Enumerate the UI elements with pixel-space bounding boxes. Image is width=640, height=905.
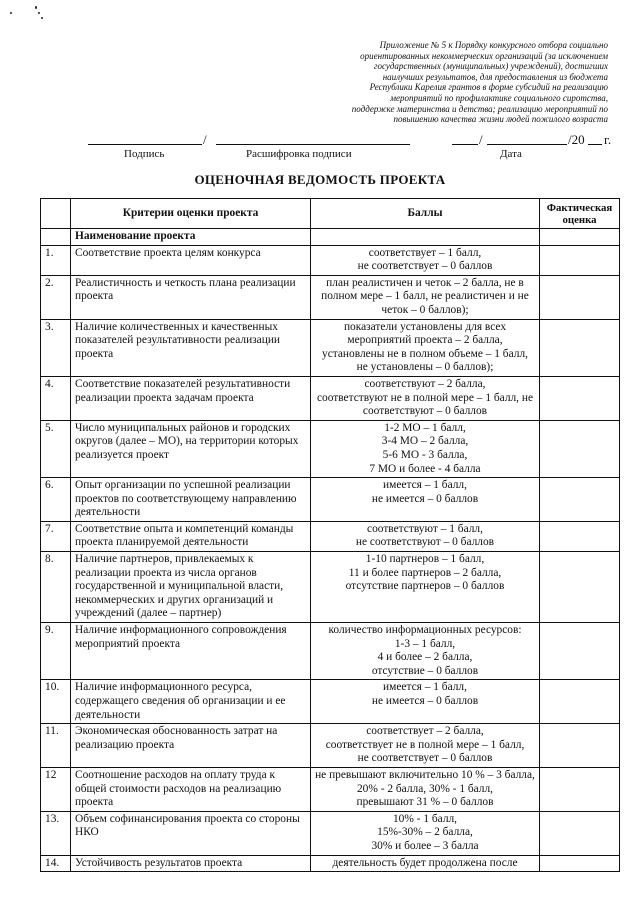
actual-score-cell[interactable] xyxy=(540,724,620,768)
points-line: отсутствие – 0 баллов xyxy=(371,664,479,677)
row-number: 8. xyxy=(41,552,71,623)
points-description xyxy=(311,767,540,811)
table-row xyxy=(41,855,620,872)
actual-score-cell[interactable] xyxy=(540,680,620,724)
table-row xyxy=(41,245,620,275)
points-line: не имеется – 0 баллов xyxy=(371,695,479,707)
project-name-num xyxy=(41,229,71,246)
header-actual-score: Фактическая оценка xyxy=(540,199,620,229)
actual-score-cell[interactable] xyxy=(540,478,620,522)
points-description xyxy=(311,478,540,522)
table-row xyxy=(41,319,620,376)
table-row xyxy=(41,767,620,811)
signature-slash: / xyxy=(203,132,207,147)
appendix-line: Республики Карелия грантов в форме субсидий на реализацию xyxy=(369,82,608,93)
table-row xyxy=(41,680,620,724)
points-line: 15%-30% – 2 балла, xyxy=(377,826,473,839)
row-number: 9. xyxy=(41,623,71,680)
row-number: 12 xyxy=(41,767,71,811)
criterion-text: Наличие количественных и качественных показателей результативности реализации проекта xyxy=(71,319,311,376)
criterion-text: Наличие информационного ресурса, содержащего сведения об организации и ее деятельности xyxy=(71,680,311,724)
actual-score-cell[interactable] xyxy=(540,319,620,376)
criterion-text: Объем софинансирования проекта со стороны НКО xyxy=(71,811,311,855)
criterion-text: Соответствие проекта целям конкурса xyxy=(71,245,311,275)
criterion-text: Наличие партнеров, привлекаемых к реализации проекта из числа органов государственной и муниципальной власти, некоммерческих и других организаций и учреждений (далее – партнер) xyxy=(71,552,311,623)
appendix-line: наилучших результатов, для предоставления из бюджета xyxy=(382,71,608,82)
appendix-line: Приложение № 5 к Порядку конкурсного отбора социально xyxy=(379,40,608,50)
points-line: имеется – 1 балл, xyxy=(383,479,467,492)
points-line: количество информационных ресурсов: xyxy=(328,624,522,637)
points-line: 10% - 1 балл, xyxy=(392,812,458,825)
points-line: показатели установлены для всех мероприятий проекта – 2 балла, xyxy=(343,320,507,347)
points-description xyxy=(311,376,540,420)
criterion-text: Соответствие показателей результативности реализации проекта задачам проекта xyxy=(71,376,311,420)
signature-row xyxy=(0,130,640,164)
caption-decoding: Расшифровка подписи xyxy=(246,148,352,160)
row-number: 2. xyxy=(41,275,71,319)
appendix-note xyxy=(318,40,608,125)
points-line: 1-2 МО – 1 балл, xyxy=(384,421,466,434)
appendix-line: мероприятий по профилактике социального сиротства, xyxy=(390,92,608,103)
points-description xyxy=(311,552,540,623)
points-description xyxy=(311,275,540,319)
row-number: 1. xyxy=(41,245,71,275)
date-year-prefix: /20 xyxy=(568,132,585,147)
row-number: 14. xyxy=(41,855,71,872)
project-name-score[interactable] xyxy=(540,229,620,246)
points-description xyxy=(311,319,540,376)
row-number: 5. xyxy=(41,420,71,477)
points-line: 3-4 МО – 2 балла, xyxy=(381,435,469,448)
points-line: не соответствуют – 0 баллов xyxy=(355,536,495,549)
row-number: 3. xyxy=(41,319,71,376)
points-line: план реалистичен и четок – 2 балла, не в полном мере – 1 балл, не реалистичен и не четок – 0 баллов); xyxy=(321,276,529,316)
row-number: 4. xyxy=(41,376,71,420)
header-points: Баллы xyxy=(311,199,540,229)
points-line: соответствует – 1 балл, xyxy=(368,246,482,259)
header-criteria: Критерии оценки проекта xyxy=(71,199,311,229)
criterion-text: Наличие информационного сопровождения мероприятий проекта xyxy=(71,623,311,680)
points-line: соответствует не в полной мере – 1 балл, xyxy=(325,738,525,751)
points-line: имеется – 1 балл, xyxy=(383,681,467,694)
points-line: не соответствует – 0 баллов xyxy=(357,260,493,273)
date-slash: / xyxy=(479,132,483,147)
points-description xyxy=(311,420,540,477)
points-line: 4 и более – 2 балла, xyxy=(377,651,473,664)
points-line: 11 и более партнеров – 2 балла, xyxy=(348,566,502,579)
evaluation-table xyxy=(40,198,620,872)
points-line: 7 МО и более - 4 балла xyxy=(369,462,481,475)
table-row xyxy=(41,811,620,855)
actual-score-cell[interactable] xyxy=(540,275,620,319)
row-number: 7. xyxy=(41,521,71,551)
date-month-line[interactable] xyxy=(487,130,567,145)
points-line: установлены не в полном объеме – 1 балл, xyxy=(322,347,528,360)
appendix-line: ориентированных некоммерческих организаций (за исключением xyxy=(360,50,608,61)
points-description xyxy=(311,245,540,275)
points-description xyxy=(311,855,540,872)
criterion-text: Соотношение расходов на оплату труда к общей стоимости расходов на реализацию проекта xyxy=(71,767,311,811)
points-line: 1-3 – 1 балл, xyxy=(394,637,456,650)
actual-score-cell[interactable] xyxy=(540,552,620,623)
project-name-label: Наименование проекта xyxy=(71,229,311,246)
actual-score-cell[interactable] xyxy=(540,623,620,680)
criterion-text: Экономическая обоснованность затрат на реализацию проекта xyxy=(71,724,311,768)
criterion-text: Устойчивость результатов проекта xyxy=(71,855,311,872)
criterion-text: Опыт организации по успешной реализации проектов по соответствующему направлению деятельности xyxy=(71,478,311,522)
actual-score-cell[interactable] xyxy=(540,521,620,551)
points-line: соответствует – 2 балла, xyxy=(366,725,484,738)
points-line: не превышают включительно 10 % – 3 балла, 20% - 2 балла, 30% - 1 балл, xyxy=(315,768,535,795)
points-line: не соответствует – 0 баллов xyxy=(357,752,493,765)
table-row xyxy=(41,420,620,477)
table-row xyxy=(41,724,620,768)
points-line: соответствуют – 2 балла, xyxy=(364,377,486,390)
points-description xyxy=(311,724,540,768)
criterion-text: Реалистичность и четкость плана реализации проекта xyxy=(71,275,311,319)
points-line: деятельность будет продолжена после xyxy=(332,856,518,869)
row-number: 6. xyxy=(41,478,71,522)
project-name-value[interactable] xyxy=(311,229,540,246)
header-num xyxy=(41,199,71,229)
table-row xyxy=(41,275,620,319)
table-row xyxy=(41,552,620,623)
points-line: 5-6 МО - 3 балла, xyxy=(382,448,468,461)
decoding-line[interactable] xyxy=(216,130,410,145)
table-row xyxy=(41,478,620,522)
criterion-text: Число муниципальных районов и городских округов (далее – МО), на территории которых реализуется проект xyxy=(71,420,311,477)
row-number: 10. xyxy=(41,680,71,724)
criterion-text: Соответствие опыта и компетенций команды проекта планируемой деятельности xyxy=(71,521,311,551)
points-description xyxy=(311,811,540,855)
actual-score-cell[interactable] xyxy=(540,245,620,275)
actual-score-cell[interactable] xyxy=(540,811,620,855)
actual-score-cell[interactable] xyxy=(540,767,620,811)
signature-line[interactable] xyxy=(88,130,202,145)
row-number: 11. xyxy=(41,724,71,768)
points-line: соответствуют не в полной мере – 1 балл, не соответствуют – 0 баллов xyxy=(316,391,534,418)
points-line: 1-10 партнеров – 1 балл, xyxy=(365,553,485,566)
table-row xyxy=(41,521,620,551)
points-description xyxy=(311,680,540,724)
actual-score-cell[interactable] xyxy=(540,420,620,477)
date-day-line[interactable] xyxy=(452,130,478,145)
table-row xyxy=(41,623,620,680)
actual-score-cell[interactable] xyxy=(540,855,620,872)
page-title: ОЦЕНОЧНАЯ ВЕДОМОСТЬ ПРОЕКТА xyxy=(194,172,446,187)
actual-score-cell[interactable] xyxy=(540,376,620,420)
appendix-line: повышению качества жизни людей пожилого возраста xyxy=(393,114,608,125)
points-line: не установлены – 0 баллов); xyxy=(356,361,494,374)
row-number: 13. xyxy=(41,811,71,855)
points-line: превышают 31 % – 0 баллов xyxy=(356,796,494,809)
year-suffix: г. xyxy=(604,132,612,147)
points-line: отсутствие партнеров – 0 баллов xyxy=(345,580,505,593)
points-line: не имеется – 0 баллов xyxy=(371,492,479,505)
table-row xyxy=(41,376,620,420)
points-line: 30% и более – 3 балла xyxy=(371,839,479,852)
date-year-line[interactable] xyxy=(588,130,602,145)
caption-signature: Подпись xyxy=(124,148,165,160)
points-line: соответствуют – 1 балл, xyxy=(367,522,483,535)
appendix-line: поддержке материнства и детства; реализацию мероприятий по xyxy=(351,103,608,114)
points-description xyxy=(311,623,540,680)
scan-specks xyxy=(8,4,48,24)
appendix-line: государственных (муниципальных) учреждений), достигших xyxy=(373,61,608,72)
caption-date: Дата xyxy=(500,148,522,160)
points-description xyxy=(311,521,540,551)
